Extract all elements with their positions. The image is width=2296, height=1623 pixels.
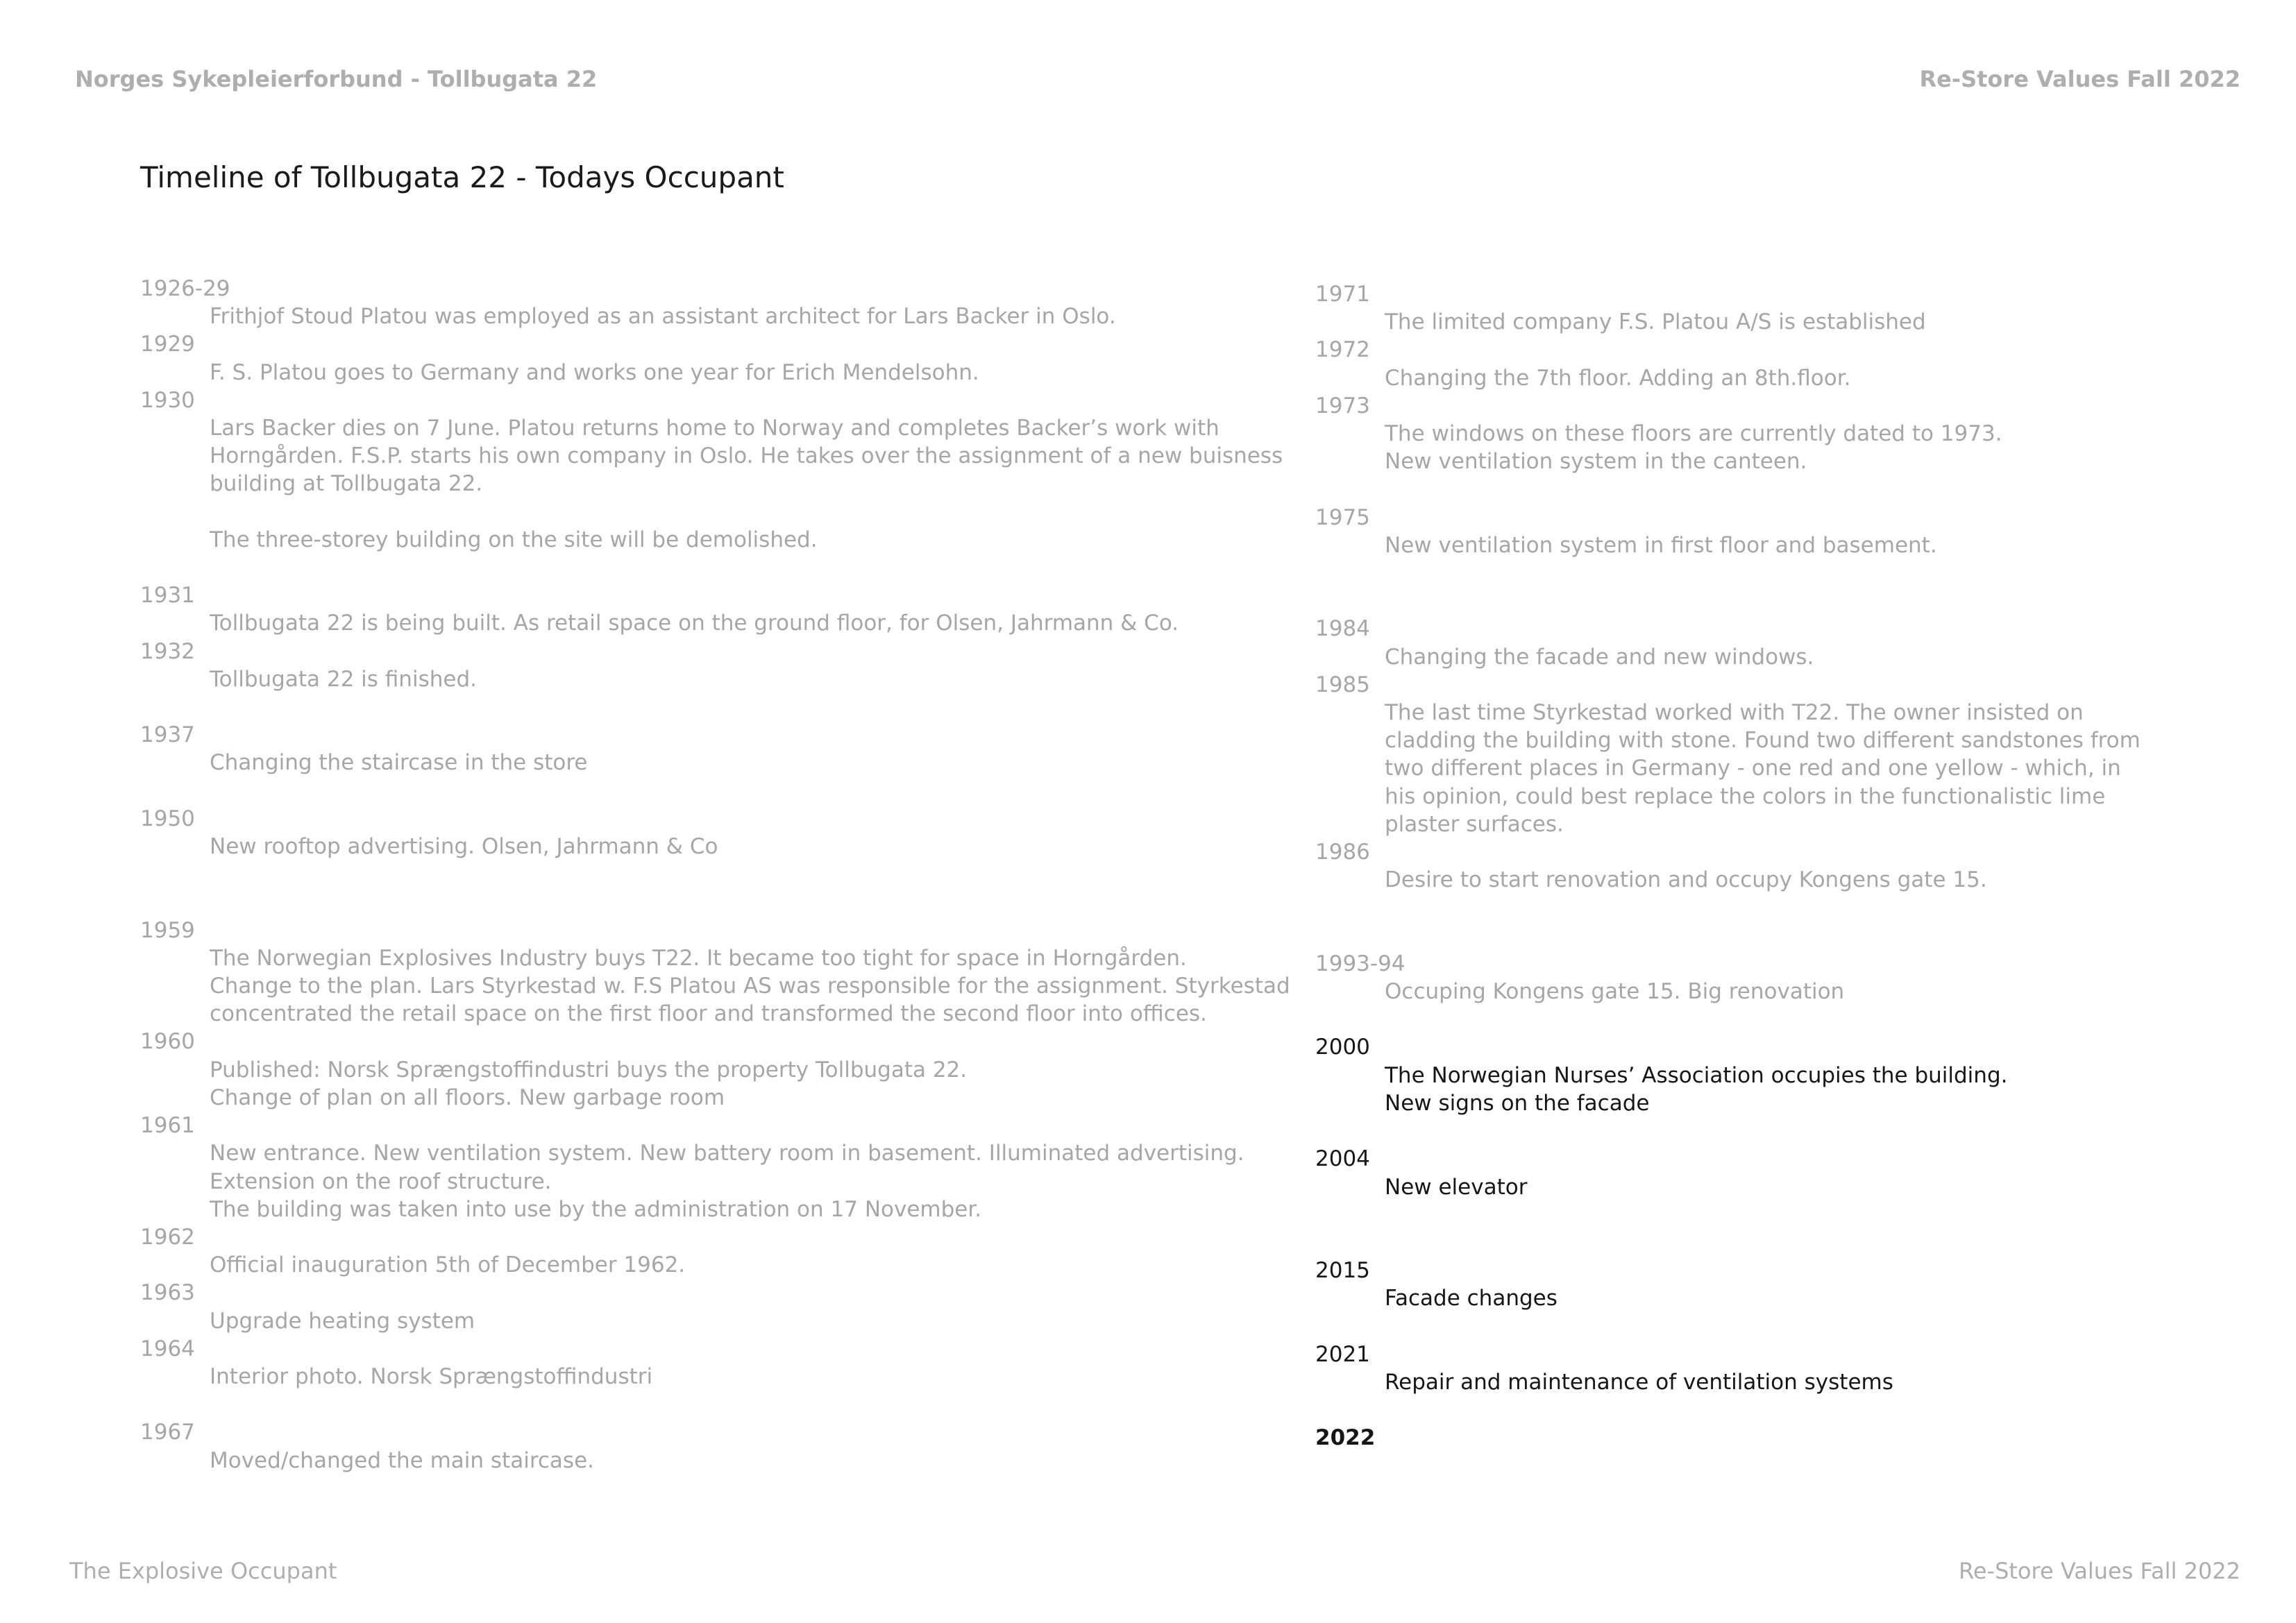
timeline-description-line: The Norwegian Explosives Industry buys T22. It became too tight for space in Horngården. — [210, 945, 1187, 971]
timeline-entry — [140, 721, 1290, 805]
header-document-title: Norges Sykepleierforbund - Tollbugata 22 — [75, 66, 598, 92]
timeline-year: 1950 — [140, 806, 195, 831]
footer-course-label: Re-Store Values Fall 2022 — [1959, 1558, 2240, 1584]
timeline-description-line — [140, 498, 1290, 526]
timeline-entry — [140, 1279, 1290, 1334]
timeline-year: 1960 — [140, 1029, 195, 1055]
timeline-year: 2021 — [1315, 1341, 1370, 1367]
timeline-entry — [140, 386, 1290, 581]
timeline-entry — [1315, 1341, 2141, 1425]
timeline-year: 2004 — [1315, 1146, 1370, 1172]
timeline-description-line: The limited company F.S. Platou A/S is established — [1385, 309, 1926, 335]
timeline-entry — [1315, 504, 2141, 615]
timeline-entry — [1315, 392, 2141, 504]
timeline-description-line — [140, 554, 1290, 581]
timeline-description-line: Upgrade heating system — [210, 1308, 475, 1334]
timeline-description-line: Changing the 7th floor. Adding an 8th.floor. — [1385, 365, 1851, 391]
timeline-description-line: The windows on these floors are currently dated to 1973. — [1385, 421, 2002, 447]
timeline-entry — [140, 330, 1290, 386]
timeline-description-line: Published: Norsk Sprængstoffindustri buys the property Tollbugata 22. — [210, 1057, 968, 1082]
timeline-description-line — [140, 860, 1290, 888]
timeline-year: 1930 — [140, 387, 195, 413]
timeline-description-line — [1315, 1117, 2141, 1145]
timeline-year: 1985 — [1315, 672, 1370, 697]
timeline-entry — [140, 917, 1290, 1028]
timeline-description-line — [1315, 475, 2141, 503]
timeline-year: 1975 — [1315, 504, 1370, 530]
timeline-description-line — [1315, 1396, 2141, 1424]
timeline-description-line: New signs on the facade — [1385, 1090, 1650, 1116]
timeline-entry — [140, 275, 1290, 330]
page-title: Timeline of Tollbugata 22 - Todays Occupant — [140, 160, 784, 194]
timeline-description-line: F. S. Platou goes to Germany and works one year for Erich Mendelsohn. — [210, 359, 979, 385]
timeline-year: 1937 — [140, 722, 195, 748]
timeline-year: 1931 — [140, 583, 195, 609]
timeline-left-column — [140, 275, 1290, 1475]
timeline-year: 1932 — [140, 638, 195, 664]
timeline-description-line — [140, 777, 1290, 805]
timeline-description-line: Frithjof Stoud Platou was employed as an assistant architect for Lars Backer in Oslo. — [210, 304, 1116, 330]
timeline-year: 1961 — [140, 1113, 195, 1139]
timeline-description-line — [140, 693, 1290, 721]
timeline-description-line: Horngården. F.S.P. starts his own company in Oslo. He takes over the assignment of a new buisness — [210, 443, 1283, 469]
timeline-description-line: his opinion, could best replace the colors in the functionalistic lime — [1385, 783, 2106, 809]
timeline-description-line: New ventilation system in the canteen. — [1385, 449, 1807, 475]
timeline-year: 1929 — [140, 332, 195, 357]
timeline-description-line: Official inauguration 5th of December 1962. — [210, 1252, 686, 1278]
timeline-description-line: New rooftop advertising. Olsen, Jahrmann & Co — [210, 834, 718, 860]
timeline-year: 1962 — [140, 1224, 195, 1250]
timeline-description-line — [1315, 922, 2141, 950]
timeline-description-line — [1315, 1229, 2141, 1257]
timeline-entry — [1315, 1257, 2141, 1341]
timeline-year: 1967 — [140, 1420, 195, 1445]
timeline-year: 1971 — [1315, 282, 1370, 307]
timeline-entry — [140, 1418, 1290, 1474]
timeline-description-line: The last time Styrkestad worked with T22. The owner insisted on — [1385, 700, 2084, 726]
timeline-year: 1993-94 — [1315, 951, 1406, 976]
timeline-year: 1984 — [1315, 616, 1370, 642]
timeline-description-line — [1315, 1201, 2141, 1229]
timeline-description-line: Changing the facade and new windows. — [1385, 644, 1814, 670]
timeline-year: 1959 — [140, 917, 195, 943]
timeline-description-line: two different places in Germany - one red and one yellow - which, in — [1385, 756, 2121, 781]
timeline-description-line: Desire to start renovation and occupy Kongens gate 15. — [1385, 867, 1987, 893]
timeline-description-line: Changing the staircase in the store — [210, 750, 588, 776]
timeline-description-line: Tollbugata 22 is finished. — [210, 666, 477, 692]
timeline-description-line: New elevator — [1385, 1174, 1528, 1200]
timeline-year: 2000 — [1315, 1035, 1370, 1060]
timeline-description-line: Tollbugata 22 is being built. As retail space on the ground floor, for Olsen, Jahrmann & Co. — [210, 611, 1179, 636]
timeline-description-line: building at Tollbugata 22. — [210, 471, 483, 497]
timeline-entry — [1315, 1145, 2141, 1257]
timeline-description-line: New entrance. New ventilation system. New battery room in basement. Illuminated advertising. — [210, 1141, 1244, 1166]
timeline-entry — [140, 1112, 1290, 1223]
timeline-right-column — [1315, 280, 2141, 1452]
timeline-year: 1986 — [1315, 840, 1370, 865]
timeline-description-line: Change to the plan. Lars Styrkestad w. F.S Platou AS was responsible for the assignment. Styrkestad — [210, 974, 1290, 999]
timeline-description-line: Occuping Kongens gate 15. Big renovation — [1385, 979, 1845, 1005]
timeline-description-line — [1315, 559, 2141, 587]
timeline-description-line — [1315, 1313, 2141, 1341]
timeline-year: 2015 — [1315, 1258, 1370, 1284]
timeline-entry — [1315, 671, 2141, 838]
timeline-description-line: New ventilation system in first floor and basement. — [1385, 532, 1937, 558]
timeline-description-line: Extension on the roof structure. — [210, 1169, 552, 1194]
timeline-entry — [140, 1028, 1290, 1112]
timeline-description-line: Facade changes — [1385, 1286, 1558, 1311]
timeline-description-line: Moved/changed the main staircase. — [210, 1447, 595, 1473]
timeline-description-line: The building was taken into use by the administration on 17 November. — [210, 1196, 982, 1222]
timeline-year: 1926-29 — [140, 276, 230, 301]
timeline-year: 1973 — [1315, 393, 1370, 418]
timeline-description-line: Lars Backer dies on 7 June. Platou returns home to Norway and completes Backer’s work with — [210, 416, 1219, 441]
timeline-year: 1964 — [140, 1336, 195, 1361]
timeline-entry — [140, 1223, 1290, 1279]
timeline-description-line: concentrated the retail space on the first floor and transformed the second floor into offices. — [210, 1001, 1207, 1027]
timeline-description-line: plaster surfaces. — [1385, 811, 1564, 837]
timeline-description-line — [1315, 587, 2141, 615]
timeline-entry — [1315, 336, 2141, 391]
timeline-year: 1963 — [140, 1280, 195, 1306]
footer-section-label: The Explosive Occupant — [69, 1558, 337, 1584]
timeline-entry — [140, 638, 1290, 722]
timeline-description-line: Change of plan on all floors. New garbage room — [210, 1085, 725, 1110]
header-course-label: Re-Store Values Fall 2022 — [1919, 66, 2240, 92]
timeline-entry — [1315, 615, 2141, 670]
timeline-entry — [1315, 1033, 2141, 1145]
timeline-entry — [1315, 838, 2141, 950]
timeline-entry — [140, 1335, 1290, 1419]
timeline-year: 1972 — [1315, 337, 1370, 363]
timeline-year: 2022 — [1315, 1425, 1376, 1451]
timeline-description-line — [1315, 1005, 2141, 1033]
timeline-entry — [140, 805, 1290, 917]
timeline-description-line: cladding the building with stone. Found two different sandstones from — [1385, 728, 2141, 754]
timeline-entry — [140, 581, 1290, 637]
timeline-description-line — [1315, 894, 2141, 921]
timeline-description-line — [140, 888, 1290, 916]
timeline-description-line: The three-storey building on the site will be demolished. — [210, 527, 818, 552]
timeline-entry — [1315, 950, 2141, 1034]
timeline-description-line: Interior photo. Norsk Sprængstoffindustri — [210, 1363, 653, 1389]
timeline-description-line: The Norwegian Nurses’ Association occupies the building. — [1385, 1062, 2008, 1088]
timeline-entry — [1315, 1424, 2141, 1452]
timeline-description-line: Repair and maintenance of ventilation systems — [1385, 1369, 1893, 1395]
timeline-description-line — [140, 1391, 1290, 1418]
timeline-entry — [1315, 280, 2141, 336]
